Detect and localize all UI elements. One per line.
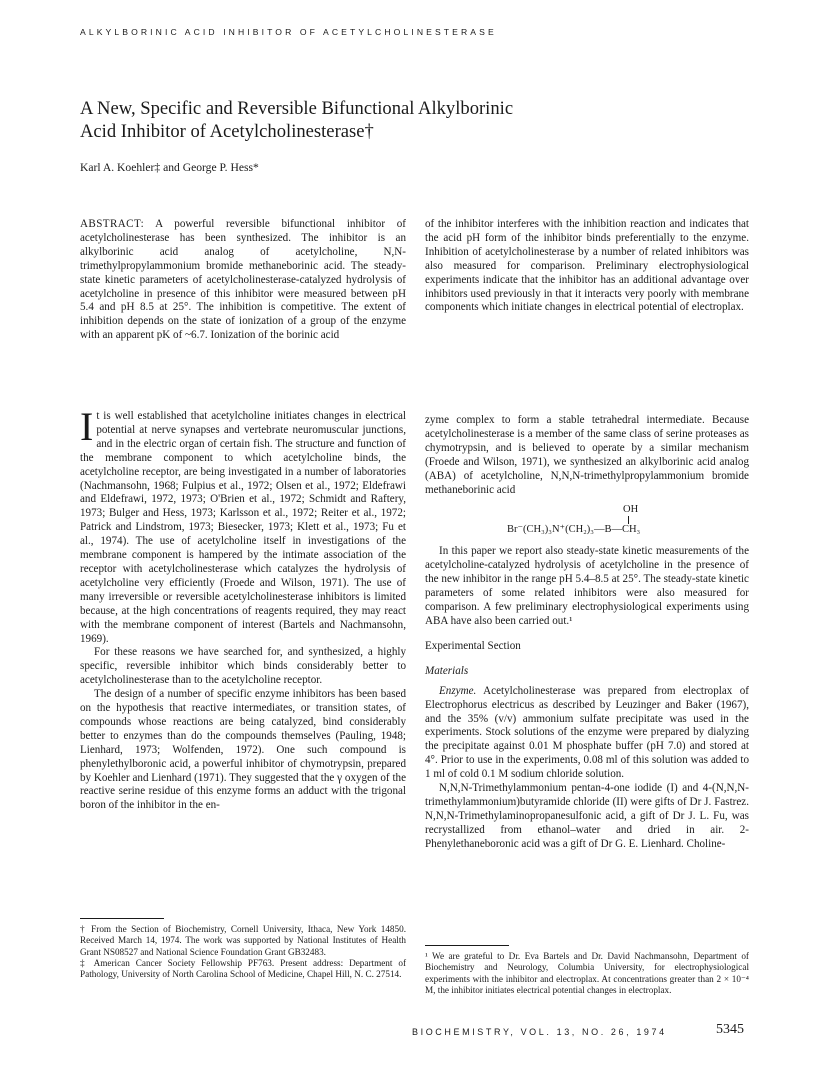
- footnotes-left: [80, 924, 406, 980]
- subsection-heading: Materials: [425, 664, 469, 677]
- running-head: ALKYLBORINIC ACID INHIBITOR OF ACETYLCHOLINESTERASE: [80, 27, 497, 37]
- abstract-left-column: [80, 218, 406, 343]
- materials-paragraph: N,N,N-Trimethylammonium pentan-4-one iodide (I) and 4-(N,N,N-trimethylammonium)butyramide chloride (II) were gifts of Dr J. Fastrez. N,N,N-Trimethylaminopropanesulfonic acid, a gift of Dr J. L. Fu, was recrystallized from ethanol–water and dried in air. 2-Phenylethaneboronic acid was a gift of Dr G. E. Lienhard. Choline-: [425, 782, 749, 850]
- intro-paragraph-2: For these reasons we have searched for, and synthesized, a highly specific, reversible inhibitor which binds considerably better to acetylcholinesterase than to the acetylcholine receptor.: [80, 646, 406, 687]
- abstract-right-column: [425, 218, 749, 315]
- body-left-column: [80, 404, 406, 813]
- scope-paragraph: In this paper we report also steady-state kinetic measurements of the acetylcholine-catalyzed hydrolysis of acetylcholine in the presence of the new inhibitor in the range pH 5.4–8.5 at 25°. The steady-state kinetic parameters of some related inhibitors were also measured for comparison. A few preliminary electrophysiological experiments using ABA have also been carried out.¹: [425, 545, 749, 627]
- formula-hydroxyl: OH: [623, 504, 639, 516]
- footnote-rule-right: [425, 945, 509, 946]
- title-line-2: Acid Inhibitor of Acetylcholinesterase†: [80, 121, 374, 142]
- drop-cap: I: [80, 404, 94, 449]
- footnote-rule-left: [80, 918, 164, 919]
- intro-paragraph-3: The design of a number of specific enzyme inhibitors has been based on the hypothesis that reactive intermediates, or transition states, of compounds whose reactions are being catalyzed, bind considerably better to enzymes than do the compounds themselves (Pauling, 1948; Lienhard, 1973; Wolfenden, 1972). One such compound is phenylethylboronic acid, a powerful inhibitor of chymotrypsin, prepared by Koehler and Lienhard (1971). They suggested that the γ oxygen of the reactive serine residue of this enzyme forms an adduct with the trigonal boron of the inhibitor in the en-: [80, 688, 406, 812]
- footnote-dagger: † From the Section of Biochemistry, Cornell University, Ithaca, New York 14850. Received March 14, 1974. The work was supported by National Institutes of Health Grant NS08527 and National Science Foundation Grant GB32483.: [80, 924, 406, 957]
- abstract-label: ABSTRACT:: [80, 218, 145, 230]
- intro-paragraph-1: It is well established that acetylcholine initiates changes in electrical potential at nerve synapses and vertebrate neuromuscular junctions, and in the electric organ of certain fish. The structure and function of the membrane component to which acetylcholine binds, the acetylcholine receptor, are being investigated in a number of laboratories (Nachmansohn, 1968; Fulpius et al., 1972; Olsen et al., 1972; Eldefrawi and Eldefrawi, 1972, 1973; O'Brien et al., 1972; Schmidt and Raftery, 1973; Bulger and Hess, 1973; Karlsson et al., 1972; Reiter et al., 1972; Patrick and Lindstrom, 1973; Biesecker, 1973; Klett et al., 1973; Fu et al., 1974). The use of acetylcholine itself in investigations of the membrane component is hampered by the intimate association of the receptor with acetylcholinesterase which catalyzes the hydrolysis of acetylcholine very efficiently (Froede and Wilson, 1971). The use of many irreversible or reversible acetylcholinesterase inhibitors is limited because, at the high concentrations of reagents required, they may react with the membrane component of interest (Bartels and Nachmansohn, 1969).: [80, 404, 406, 645]
- footnote-1: ¹ We are grateful to Dr. Eva Bartels and Dr. David Nachmansohn, Department of Biochemistry and Neurology, Columbia University, for electrophysiological experiments with the inhibitor and electroplax. At concentrations greater than 2 × 10⁻⁴ M, the inhibitor initiates electrical potential changes in electroplax.: [425, 951, 749, 995]
- journal-footer: BIOCHEMISTRY, VOL. 13, NO. 26, 1974: [412, 1027, 667, 1037]
- enzyme-label: Enzyme.: [439, 684, 477, 697]
- abstract-text-left: A powerful reversible bifunctional inhibitor of acetylcholinesterase has been synthesized. The inhibitor is an alkylborinic acid analog of acetylcholine, N,N-trimethylpropylammonium bromide methaneborinic acid. The steady-state kinetic parameters of acetylcholinesterase-catalyzed hydrolysis of acetylcholine in presence of this inhibitor were measured between pH 5.4 and pH 8.5 at 25°. The inhibition is competitive. The extent of inhibition depends on the state of ionization of a group of the enzyme with an apparent pK of ~6.7. Ionization of the borinic acid: [80, 218, 406, 342]
- formula-chain: Br⁻(CH₃)₃N⁺(CH₂)₃—B—CH₃: [507, 524, 641, 536]
- footnote-double-dagger: ‡ American Cancer Society Fellowship PF763. Present address: Department of Pathology, University of North Carolina School of Medicine, Chapel Hill, N. C. 27514.: [80, 957, 406, 980]
- section-heading: Experimental Section: [425, 639, 521, 652]
- article-title: [80, 97, 640, 143]
- title-line-1: A New, Specific and Reversible Bifunctional Alkylborinic: [80, 98, 514, 119]
- chemical-formula: [425, 503, 749, 537]
- abstract-text-right: of the inhibitor interferes with the inhibition reaction and indicates that the acid pH form of the inhibitor binds preferentially to the enzyme. Inhibition of acetylcholinesterase by a number of related inhibitors was also measured for comparison. Preliminary electrophysiological experiments indicate that the inhibitor has an additional advantage over inhibitors used previously in that it interacts very poorly with membrane components which initiate changes in electrical potential of electroplax.: [425, 218, 749, 314]
- intro-continued: zyme complex to form a stable tetrahedral intermediate. Because acetylcholinesterase is a member of the same class of serine proteases as chymotrypsin, and is believed to operate by a similar mechanism (Froede and Wilson, 1971), we synthesized an alkylborinic acid analog (ABA) of acetylcholine, N,N,N-trimethylpropylammonium bromide methaneborinic acid: [425, 414, 749, 496]
- page-number: 5345: [716, 1022, 744, 1037]
- body-right-column: [425, 414, 749, 852]
- enzyme-paragraph: Enzyme. Acetylcholinesterase was prepared from electroplax of Electrophorus electricus as described by Leuzinger and Baker (1967), and the 35% (v/v) ammonium sulfate precipitate was used in the experiments. Stock solutions of the enzyme were prepared by dialyzing the precipitate against 0.01 M phosphate buffer (pH 7.0) and stored at 4°. Prior to use in the experiments, 0.08 ml of this solution was added to 1 ml of cold 0.1 M sodium chloride solution.: [425, 684, 749, 781]
- authors: Karl A. Koehler‡ and George P. Hess*: [80, 161, 259, 174]
